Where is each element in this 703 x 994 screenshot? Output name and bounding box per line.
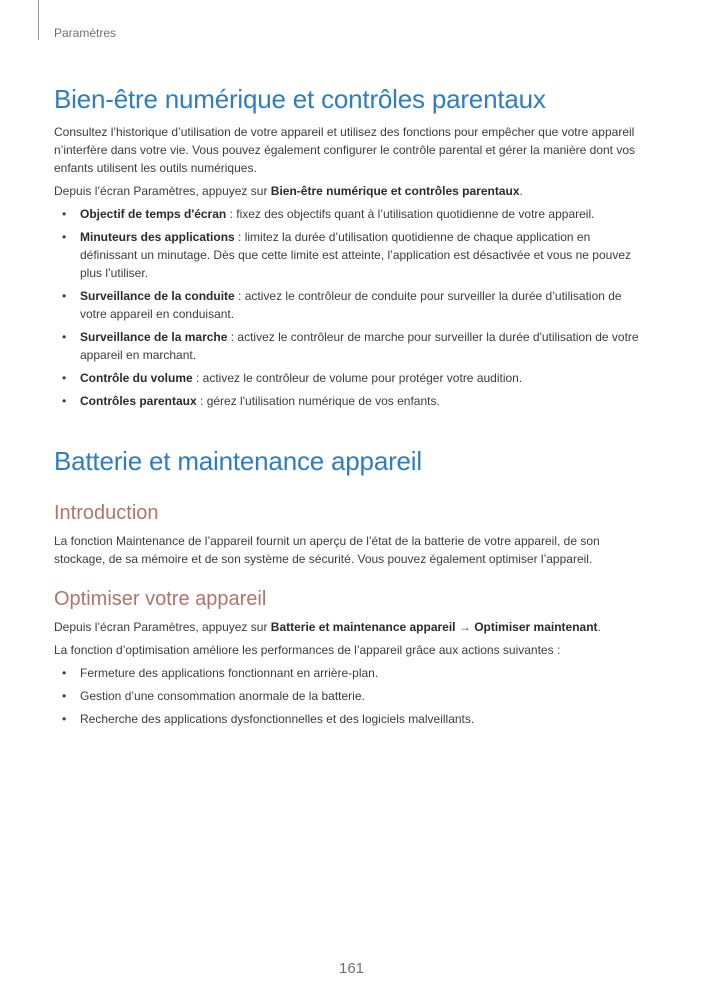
list-item (54, 664, 644, 682)
optimise-path (54, 618, 644, 636)
feature-description: : activez le contrôleur de conduite pour surveiller la durée d’utilisation de votre appareil en conduisant. (80, 289, 622, 321)
feature-term: Contrôles parentaux (80, 394, 197, 408)
optimise-actions-list (54, 664, 644, 728)
bullet: • (62, 330, 67, 344)
bullet: • (62, 230, 67, 244)
feature-description: : fixez des objectifs quant à l’utilisation quotidienne de votre appareil. (226, 207, 595, 221)
optimise-path-suffix: . (597, 620, 601, 634)
bullet: • (62, 207, 67, 221)
introduction-text: La fonction Maintenance de l’appareil fournit un aperçu de l’état de la batterie de votre appareil, de son stockage, de sa mémoire et de son système de sécurité. Vous pouvez également optimiser l’appareil. (54, 534, 600, 566)
running-header: Paramètres (54, 26, 117, 40)
feature-description: : activez le contrôleur de volume pour protéger votre audition. (192, 371, 523, 385)
bullet: • (62, 289, 67, 303)
feature-list (54, 205, 644, 410)
action-text: Gestion d’une consommation anormale de la batterie. (80, 689, 365, 703)
optimise-path-prefix: Depuis l’écran Paramètres, appuyez sur (54, 620, 271, 634)
feature-description: : limitez la durée d’utilisation quotidienne de chaque application en définissant un minutage. Dès que cette limite est atteinte, l’application est désactivée et vous ne pouvez plus l’utiliser. (80, 230, 631, 280)
subsection-title-optimise: Optimiser votre appareil (54, 588, 267, 610)
action-text: Fermeture des applications fonctionnant en arrière-plan. (80, 666, 379, 680)
section-title-battery-maintenance: Batterie et maintenance appareil (54, 446, 422, 476)
subsection-title-introduction: Introduction (54, 502, 159, 524)
section-intro: Consultez l’historique d’utilisation de votre appareil et utilisez des fonctions pour empêcher que votre appareil n’interfère dans votre vie. Vous pouvez également configurer le contrôle parental et gérer la manière dont vos enfants utilisent les outils numériques. (54, 125, 636, 175)
page-content (54, 82, 644, 733)
optimise-path-menu: Batterie et maintenance appareil (270, 620, 456, 634)
bullet: • (62, 371, 67, 385)
feature-term: Surveillance de la marche (80, 330, 228, 344)
feature-description: : gérez l'utilisation numérique de vos enfants. (196, 394, 440, 408)
bullet: • (62, 689, 67, 703)
feature-term: Objectif de temps d'écran (80, 207, 227, 221)
bullet: • (62, 666, 67, 680)
optimise-path-action: Optimiser maintenant (474, 620, 598, 634)
arrow-icon: → (455, 620, 475, 634)
bullet: • (62, 712, 67, 726)
bullet: • (62, 394, 67, 408)
list-item (54, 687, 644, 705)
feature-term: Contrôle du volume (80, 371, 193, 385)
section-title-digital-wellbeing: Bien-être numérique et contrôles parentaux (54, 84, 546, 114)
feature-term: Minuteurs des applications (80, 230, 235, 244)
page-number: 161 (338, 960, 365, 977)
list-item (54, 328, 644, 364)
action-text: Recherche des applications dysfonctionnelles et des logiciels malveillants. (80, 712, 475, 726)
list-item (54, 205, 644, 223)
list-item (54, 710, 644, 728)
feature-term: Surveillance de la conduite (80, 289, 235, 303)
settings-path-prefix: Depuis l’écran Paramètres, appuyez sur (54, 184, 271, 198)
feature-description: : activez le contrôleur de marche pour surveiller la durée d'utilisation de votre appareil en marchant. (80, 330, 639, 362)
list-item (54, 369, 644, 387)
settings-path-target: Bien-être numérique et contrôles parentaux (270, 184, 520, 198)
settings-path-suffix: . (519, 184, 523, 198)
list-item (54, 228, 644, 282)
optimise-lead: La fonction d’optimisation améliore les performances de l’appareil grâce aux actions suivantes : (54, 643, 561, 657)
list-item (54, 392, 644, 410)
settings-path (54, 182, 644, 200)
header-rule (38, 0, 39, 40)
list-item (54, 287, 644, 323)
